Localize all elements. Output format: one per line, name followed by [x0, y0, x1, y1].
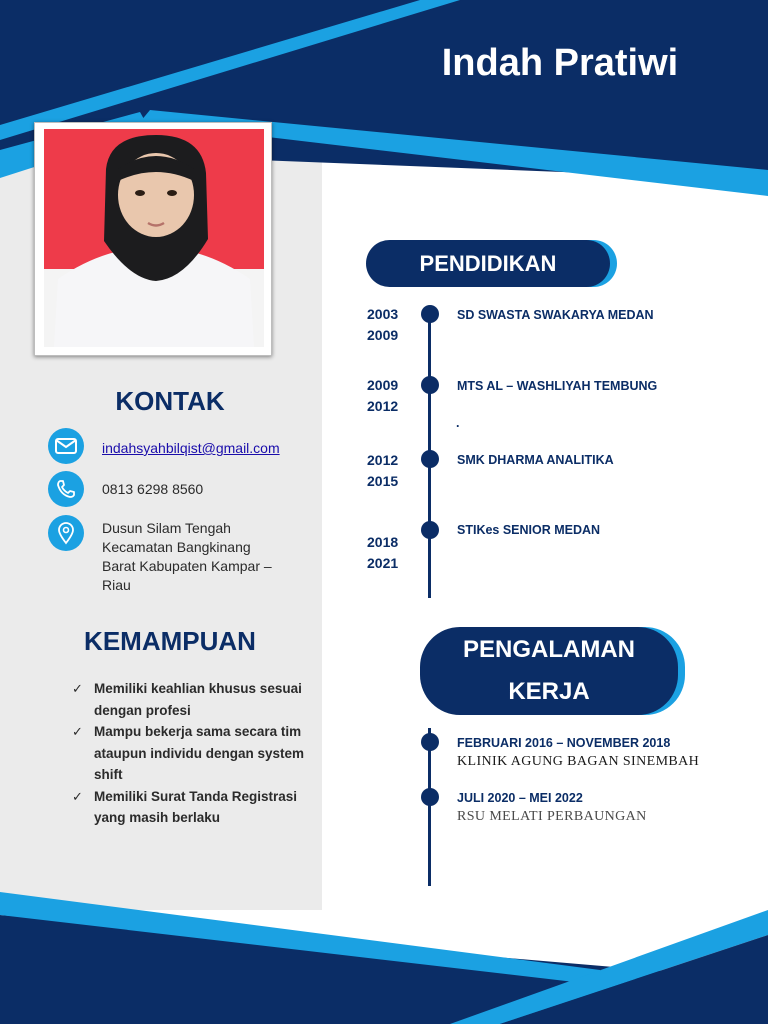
- skills-heading: KEMAMPUAN: [84, 626, 256, 656]
- education-school: SMK DHARMA ANALITIKA: [457, 453, 614, 467]
- address-line: Dusun Silam Tengah: [102, 520, 231, 536]
- timeline-dot: [421, 521, 439, 539]
- education-years: [367, 375, 398, 417]
- education-years: [367, 450, 398, 492]
- skill-text: Mampu bekerja sama secara tim ataupun individu dengan system shift: [94, 724, 305, 782]
- skill-text: Memiliki keahlian khusus sesuai dengan profesi: [94, 681, 302, 718]
- skill-item: [70, 678, 308, 721]
- education-school: MTS AL – WASHLIYAH TEMBUNG: [457, 379, 658, 393]
- year-end: 2009: [367, 327, 399, 343]
- checkmark-icon: ✓: [72, 788, 83, 804]
- profile-name: Indah Pratiwi: [441, 42, 679, 84]
- skills-list: [70, 678, 308, 829]
- timeline-dot: [421, 450, 439, 468]
- profile-photo-frame: [34, 122, 272, 356]
- experience-place: KLINIK AGUNG BAGAN SINEMBAH: [457, 754, 700, 769]
- year-end: 2012: [367, 398, 399, 414]
- experience-heading-line: KERJA: [508, 678, 590, 705]
- year-start: 2003: [367, 306, 399, 322]
- timeline-dot: [421, 788, 439, 806]
- education-school: STIKes SENIOR MEDAN: [457, 523, 601, 537]
- address-line: Kecamatan Bangkinang: [102, 539, 251, 555]
- skill-item: [70, 721, 308, 786]
- stray-mark: .: [456, 416, 460, 430]
- education-school: SD SWASTA SWAKARYA MEDAN: [457, 308, 654, 322]
- address: [102, 519, 302, 595]
- experience-place: RSU MELATI PERBAUNGAN: [457, 809, 647, 824]
- year-start: 2018: [367, 534, 399, 550]
- checkmark-icon: ✓: [72, 681, 83, 696]
- address-line: Riau: [102, 577, 131, 593]
- experience-heading: [420, 627, 678, 715]
- education-years: [367, 304, 398, 346]
- skill-text: Memiliki Surat Tanda Registrasi yang masih berlaku: [94, 788, 298, 825]
- education-heading: PENDIDIKAN: [366, 240, 610, 287]
- skill-item: [70, 786, 308, 829]
- timeline-dot: [421, 733, 439, 751]
- envelope-icon: [48, 428, 84, 464]
- checkmark-icon: ✓: [72, 724, 83, 739]
- year-end: 2021: [367, 555, 399, 571]
- experience-timeline-line: [428, 728, 431, 886]
- location-pin-icon: [48, 515, 84, 551]
- experience-heading-line: PENGALAMAN: [463, 636, 635, 663]
- phone-icon: [48, 471, 84, 507]
- experience-period: JULI 2020 – MEI 2022: [457, 791, 583, 805]
- timeline-dot: [421, 305, 439, 323]
- profile-photo: [44, 129, 264, 347]
- year-end: 2015: [367, 473, 399, 489]
- timeline-dot: [421, 376, 439, 394]
- email-link[interactable]: indahsyahbilqist@gmail.com: [102, 440, 280, 456]
- contact-heading: KONTAK: [115, 386, 225, 416]
- phone-number: 0813 6298 8560: [102, 481, 204, 497]
- year-start: 2009: [367, 377, 399, 393]
- education-years: [367, 532, 398, 574]
- year-start: 2012: [367, 452, 399, 468]
- address-line: Barat Kabupaten Kampar –: [102, 558, 272, 574]
- experience-period: FEBRUARI 2016 – NOVEMBER 2018: [457, 736, 671, 750]
